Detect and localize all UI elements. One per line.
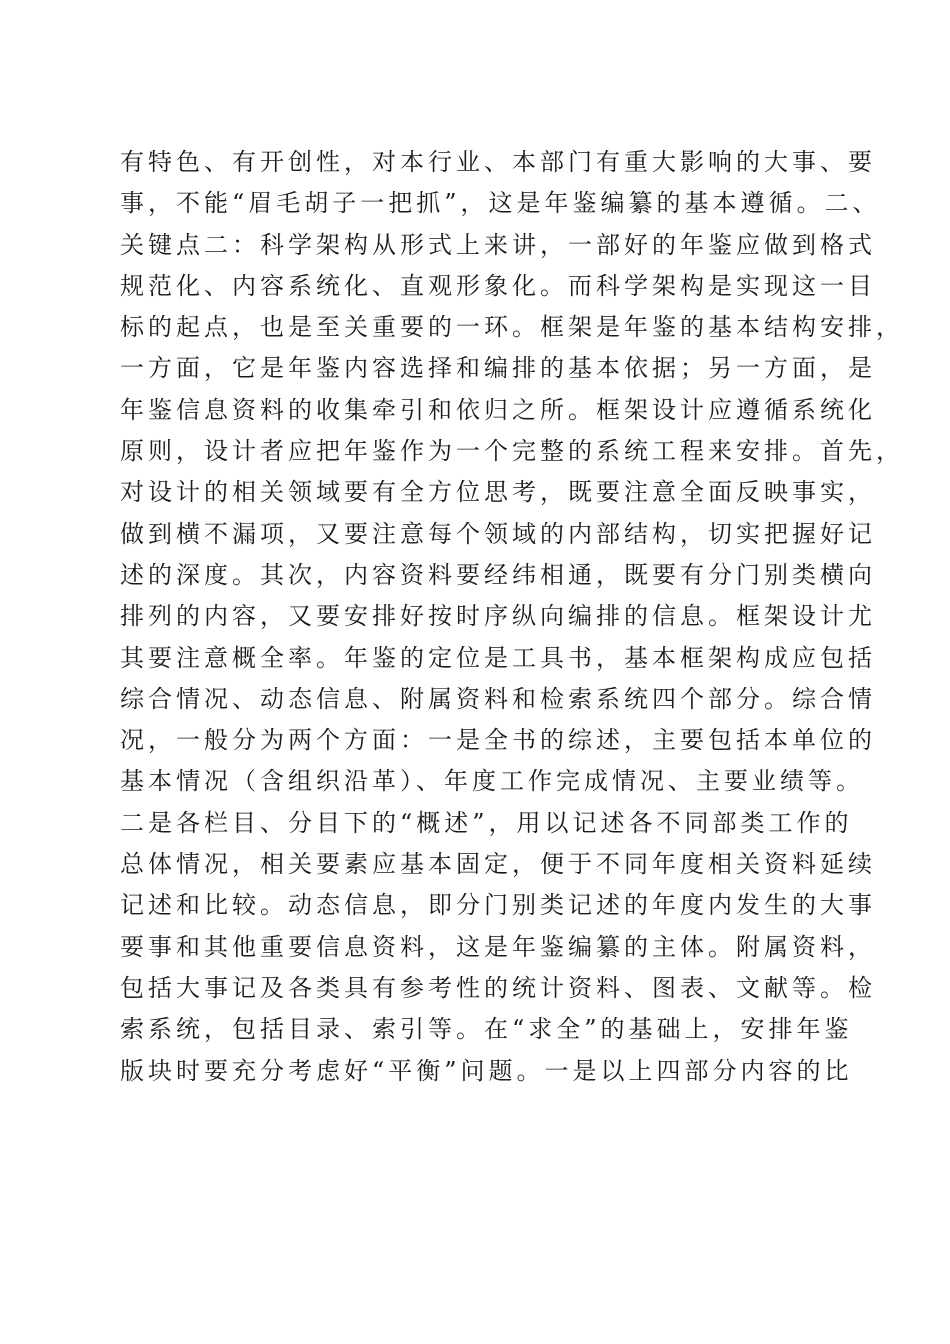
text-line: 规范化、内容系统化、直观形象化。而科学架构是实现这一目	[120, 271, 876, 300]
text-line: 年鉴信息资料的收集牵引和依归之所。框架设计应遵循系统化	[120, 395, 876, 424]
text-line: 包括大事记及各类具有参考性的统计资料、图表、文献等。检	[120, 973, 876, 1002]
text-line: 有特色、有开创性，对本行业、本部门有重大影响的大事、要	[120, 148, 876, 176]
text-line: 要事和其他重要信息资料，这是年鉴编纂的主体。附属资料，	[120, 932, 876, 961]
body-paragraph	[120, 142, 904, 1092]
text-line: 做到横不漏项，又要注意每个领域的内部结构，切实把握好记	[120, 519, 876, 548]
text-line: 二是各栏目、分目下的“概述”，用以记述各不同部类工作的	[120, 808, 853, 837]
text-line: 版块时要充分考虑好“平衡”问题。一是以上四部分内容的比	[120, 1056, 853, 1085]
text-line: 记述和比较。动态信息，即分门别类记述的年度内发生的大事	[120, 891, 876, 920]
text-line: 标的起点，也是至关重要的一环。框架是年鉴的基本结构安排，	[120, 313, 904, 342]
text-line: 述的深度。其次，内容资料要经纬相通，既要有分门别类横向	[120, 560, 876, 589]
text-line: 其要注意概全率。年鉴的定位是工具书，基本框架构成应包括	[120, 643, 876, 672]
text-line: 基本情况（含组织沿革）、年度工作完成情况、主要业绩等。	[120, 767, 864, 796]
text-line: 原则，设计者应把年鉴作为一个完整的系统工程来安排。首先，	[120, 437, 904, 466]
text-line: 一方面，它是年鉴内容选择和编排的基本依据；另一方面，是	[120, 354, 876, 383]
text-line: 况，一般分为两个方面：一是全书的综述，主要包括本单位的	[120, 726, 876, 755]
text-line: 综合情况、动态信息、附属资料和检索系统四个部分。综合情	[120, 684, 876, 713]
text-line: 事，不能“眉毛胡子一把抓”，这是年鉴编纂的基本遵循。二、	[120, 189, 881, 218]
text-line: 关键点二：科学架构从形式上来讲，一部好的年鉴应做到格式	[120, 230, 876, 259]
text-line: 排列的内容，又要安排好按时序纵向编排的信息。框架设计尤	[120, 602, 876, 631]
text-line: 索系统，包括目录、索引等。在“求全”的基础上，安排年鉴	[120, 1015, 853, 1044]
text-line: 总体情况，相关要素应基本固定，便于不同年度相关资料延续	[120, 850, 876, 879]
text-line: 对设计的相关领域要有全方位思考，既要注意全面反映事实，	[120, 478, 876, 507]
